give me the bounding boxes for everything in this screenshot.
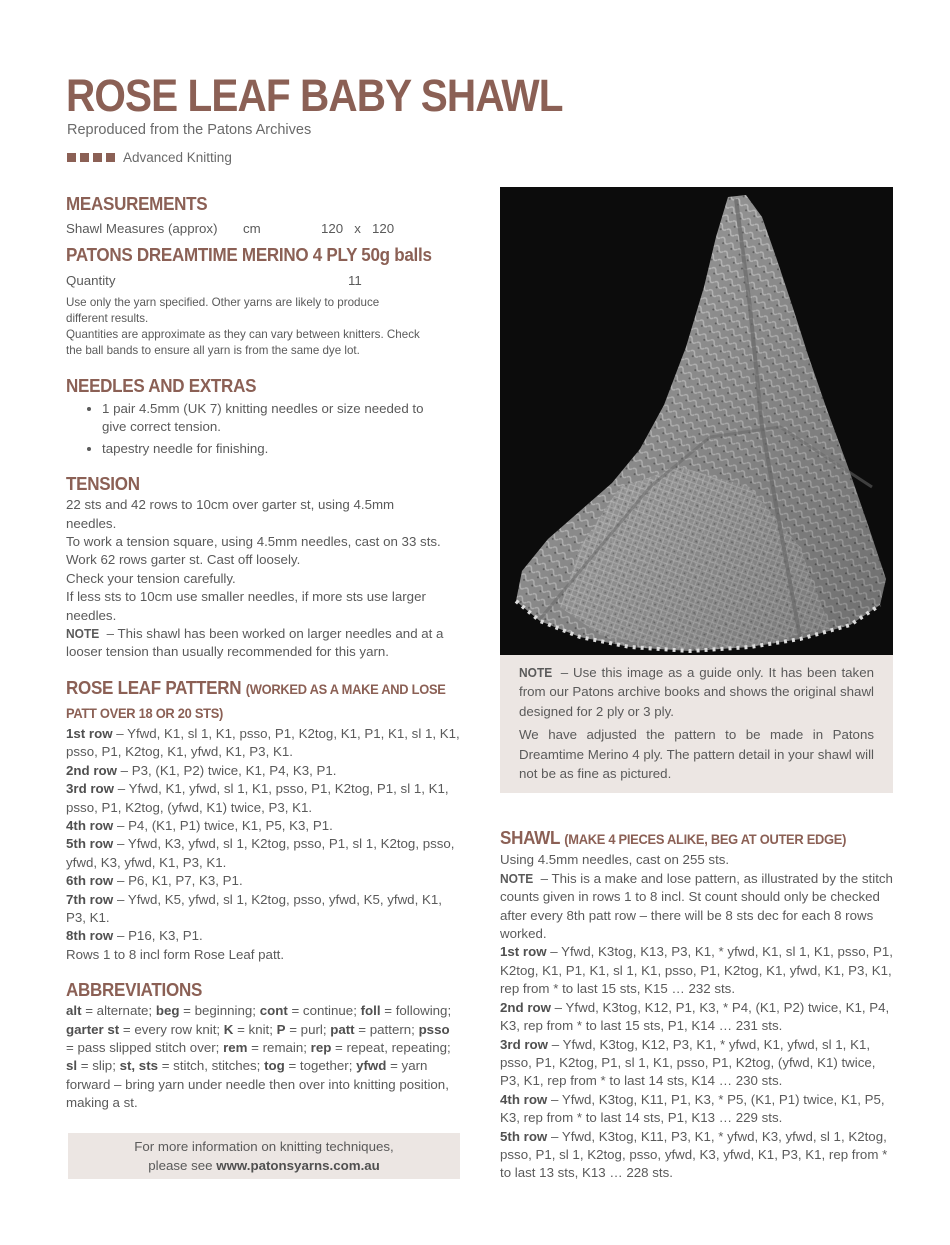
abbreviation-term: beg [155, 1003, 180, 1019]
needles-heading: NEEDLES AND EXTRAS [66, 375, 257, 396]
abbreviation-term: yfwd [356, 1058, 387, 1074]
row-text: – Yfwd, K3tog, K11, P1, K3, * P5, (K1, P1) twice, K1, P5, K3, rep from * to last 14 sts, P1, K13 … 229 sts. [500, 1091, 885, 1126]
abbreviation-definition: = stitch, stitches; [158, 1058, 265, 1074]
abbreviation-term: psso [418, 1021, 450, 1037]
level-square-icon [93, 153, 102, 162]
quantity-row [66, 272, 460, 290]
level-square-icon [67, 153, 76, 162]
abbreviation-term: foll [360, 1003, 381, 1019]
pattern-rows [66, 725, 460, 964]
abbreviation-definition: = slip; [77, 1058, 120, 1074]
needles-list [66, 400, 460, 458]
yarn-heading: PATONS DREAMTIME MERINO 4 PLY 50g balls [66, 244, 432, 265]
row-label: 6th row [66, 873, 114, 889]
row-label: 3rd row [66, 781, 115, 797]
abbreviation-definition: = together; [284, 1058, 357, 1074]
note-text: – Use this image as a guide only. It has been taken from our Patons archive books and shows the original shawl designed for 2 ply or 3 ply. [519, 665, 874, 719]
row-text: – Yfwd, K3tog, K13, P3, K1, * yfwd, K1, sl 1, K1, psso, P1, K2tog, K1, P1, K1, sl 1, K1, psso, P1, K2tog, K1, yfwd, K1, P3, K1, rep from * to last 15 sts, K15 … 232 sts. [500, 944, 893, 997]
abbreviation-definition: = repeat, repeating; [331, 1039, 451, 1055]
row-text: – Yfwd, K3tog, K12, P1, K3, * P4, (K1, P2) twice, K1, P4, K3, rep from * to last 15 sts, P1, K14 … 231 sts. [500, 999, 890, 1034]
page-title: ROSE LEAF BABY SHAWL [66, 70, 563, 121]
tension-line: If less sts to 10cm use smaller needles, if more sts use larger needles. [66, 589, 426, 623]
abbreviation-term: tog [264, 1058, 285, 1074]
row-label: 4th row [66, 817, 114, 833]
abbreviation-definition: = every row knit; [119, 1021, 224, 1037]
shawl-photo [500, 187, 893, 655]
pattern-heading-sub: (WORKED AS A MAKE AND LOSE [245, 680, 446, 697]
more-info-prefix: please see [148, 1158, 217, 1173]
row-label: 1st row [500, 944, 547, 960]
pattern-row [66, 762, 460, 780]
right-column [500, 187, 893, 1183]
abbreviation-term: garter st [66, 1021, 120, 1037]
row-label: 7th row [66, 891, 114, 907]
quantity-label: Quantity [66, 273, 116, 288]
shawl-row [500, 999, 893, 1036]
skill-level [67, 150, 232, 165]
abbreviation-definition: = purl; [285, 1021, 331, 1037]
row-label: 8th row [66, 928, 114, 944]
abbreviation-definition: = knit; [233, 1021, 277, 1037]
pattern-row [66, 891, 460, 928]
tension-line: 22 sts and 42 rows to 10cm over garter st, using 4.5mm needles. [66, 497, 395, 531]
note-label: NOTE [500, 870, 534, 886]
pattern-heading-sub-2: PATT OVER 18 OR 20 STS) [66, 704, 224, 721]
note-text: – This shawl has been worked on larger needles and at a looser tension than usually recommended for this yarn. [66, 626, 444, 660]
shawl-heading [500, 826, 862, 851]
note-label: NOTE [519, 665, 553, 680]
abbreviations-text [66, 1002, 460, 1112]
abbreviation-term: patt [330, 1021, 355, 1037]
measurements-row [66, 220, 460, 238]
skill-level-label: Advanced Knitting [123, 150, 232, 165]
pattern-row [66, 927, 460, 945]
row-text: – P4, (K1, P1) twice, K1, P5, K3, P1. [113, 817, 333, 833]
pattern-row [66, 835, 460, 872]
row-text: – Yfwd, K1, yfwd, sl 1, K1, psso, P1, K2tog, P1, sl 1, K1, psso, P1, K2tog, (yfwd, K1) twice, P3, K1. [66, 781, 449, 815]
shawl-row [500, 1091, 893, 1128]
row-text: – P3, (K1, P2) twice, K1, P4, K3, P1. [116, 762, 337, 778]
pattern-closing: Rows 1 to 8 incl form Rose Leaf patt. [66, 946, 285, 962]
abbreviation-definition: = beginning; [179, 1003, 260, 1019]
shawl-row [500, 1128, 893, 1183]
shawl-text [500, 851, 893, 1182]
image-note [500, 655, 893, 793]
note-label: NOTE [66, 626, 100, 642]
abbreviation-definition: = following; [380, 1003, 452, 1019]
pattern-row [66, 872, 460, 890]
row-text: – Yfwd, K1, sl 1, K1, psso, P1, K2tog, K1, P1, K1, sl 1, K1, psso, P1, K2tog, K1, yfwd, K1, P3, K1. [66, 725, 460, 760]
pattern-heading-main: ROSE LEAF PATTERN [66, 676, 242, 698]
shawl-note [500, 870, 893, 944]
row-text: – P16, K3, P1. [113, 928, 203, 944]
abbreviation-definition: = pattern; [354, 1021, 419, 1037]
level-square-icon [106, 153, 115, 162]
list-item: • tapestry needle for finishing. [102, 440, 460, 458]
more-info-line1: For more information on knitting techniques, [134, 1139, 394, 1154]
shawl-intro: Using 4.5mm needles, cast on 255 sts. [500, 852, 730, 868]
tension-line: To work a tension square, using 4.5mm needles, cast on 33 sts. [66, 534, 441, 550]
more-info-box [68, 1133, 460, 1179]
yarn-note-1: Use only the yarn specified. Other yarns are likely to produce different results. [66, 296, 380, 325]
pattern-row [66, 725, 460, 762]
measurements-label: Shawl Measures (approx) [66, 221, 218, 236]
row-label: 2nd row [500, 999, 551, 1015]
pattern-row [66, 817, 460, 835]
pattern-heading [66, 676, 446, 701]
abbreviation-term: alt [66, 1003, 82, 1019]
row-label: 5th row [500, 1128, 548, 1144]
abbreviation-term: rem [223, 1039, 248, 1055]
row-text: – Yfwd, K3tog, K12, P3, K1, * yfwd, K1, yfwd, sl 1, K1, psso, P1, K2tog, P1, sl 1, K1, psso, P1, K2tog, (yfwd, K1) twice, P3, K1, rep from * to last 14 sts, K14 … 230 sts. [500, 1036, 876, 1089]
measurements-value: 120 x 120 [321, 221, 395, 236]
abbreviation-term: P [276, 1021, 286, 1037]
list-item: • 1 pair 4.5mm (UK 7) knitting needles or size needed to give correct tension. [102, 400, 424, 437]
more-info-line2 [68, 1156, 460, 1175]
row-text: – Yfwd, K3tog, K11, P3, K1, * yfwd, K3, yfwd, sl 1, K2tog, psso, P1, sl 1, K2tog, psso, yfwd, K3, yfwd, K1, P3, K1, rep from * to last 13 sts, K13 … 228 sts. [500, 1128, 888, 1181]
image-note-para2: We have adjusted the pattern to be made in Patons Dreamtime Merino 4 ply. The pattern detail in your shawl will not be as fine as pictured. [519, 727, 874, 782]
row-label: 1st row [66, 725, 113, 741]
shawl-heading-main: SHAWL [500, 827, 560, 849]
row-text: – P6, K1, P7, K3, P1. [113, 873, 243, 889]
row-label: 5th row [66, 836, 114, 852]
abbreviation-term: K [223, 1021, 234, 1037]
tension-line: Check your tension carefully. [66, 570, 236, 586]
shawl-illustration [500, 187, 893, 655]
abbreviation-term: st, sts [119, 1058, 159, 1074]
tension-text [66, 496, 460, 662]
left-column [66, 192, 460, 1113]
row-label: 3rd row [500, 1036, 549, 1052]
shawl-heading-sub: (MAKE 4 PIECES ALIKE, BEG AT OUTER EDGE) [564, 831, 847, 848]
subtitle: Reproduced from the Patons Archives [67, 122, 312, 138]
abbreviation-definition: = remain; [247, 1039, 311, 1055]
shawl-row [500, 943, 893, 998]
level-square-icon [80, 153, 89, 162]
tension-heading: TENSION [66, 473, 140, 495]
abbreviations-heading: ABBREVIATIONS [66, 979, 203, 1001]
abbreviation-definition: = alternate; [81, 1003, 156, 1019]
abbreviation-definition: = yarn forward – bring yarn under needle then over into knitting position, making a st. [66, 1058, 449, 1111]
row-text: – Yfwd, K3, yfwd, sl 1, K2tog, psso, P1, sl 1, K2tog, psso, yfwd, K3, yfwd, K1, P3, K1. [66, 836, 455, 870]
pattern-row [66, 780, 460, 817]
shawl-row [500, 1036, 893, 1091]
abbreviation-term: rep [310, 1039, 332, 1055]
image-note-para1 [519, 663, 874, 721]
measurements-heading: MEASUREMENTS [66, 193, 208, 214]
abbreviation-term: sl [66, 1058, 78, 1074]
website-link[interactable]: www.patonsyarns.com.au [216, 1158, 380, 1173]
yarn-note-2: Quantities are approximate as they can vary between knitters. Check the ball bands to ensure all yarn is from the same dye lot. [66, 328, 420, 357]
quantity-value: 11 [348, 273, 362, 288]
measurements-unit: cm [243, 221, 261, 236]
row-label: 2nd row [66, 762, 117, 778]
row-label: 4th row [500, 1091, 548, 1107]
abbreviation-term: cont [259, 1003, 288, 1019]
tension-line: Work 62 rows garter st. Cast off loosely. [66, 552, 301, 568]
tension-note [66, 625, 460, 662]
note-text: – This is a make and lose pattern, as illustrated by the stitch counts given in rows 1 to 8 incl. St count should only be checked after every 8th patt row – there will be 8 sts dec for each 8 rows worked. [500, 870, 893, 942]
row-text: – Yfwd, K5, yfwd, sl 1, K2tog, psso, yfwd, K5, yfwd, K1, P3, K1. [66, 891, 442, 925]
pattern-heading-line2 [66, 700, 428, 725]
abbreviation-definition: = pass slipped stitch over; [66, 1039, 224, 1055]
abbreviation-definition: = continue; [287, 1003, 361, 1019]
